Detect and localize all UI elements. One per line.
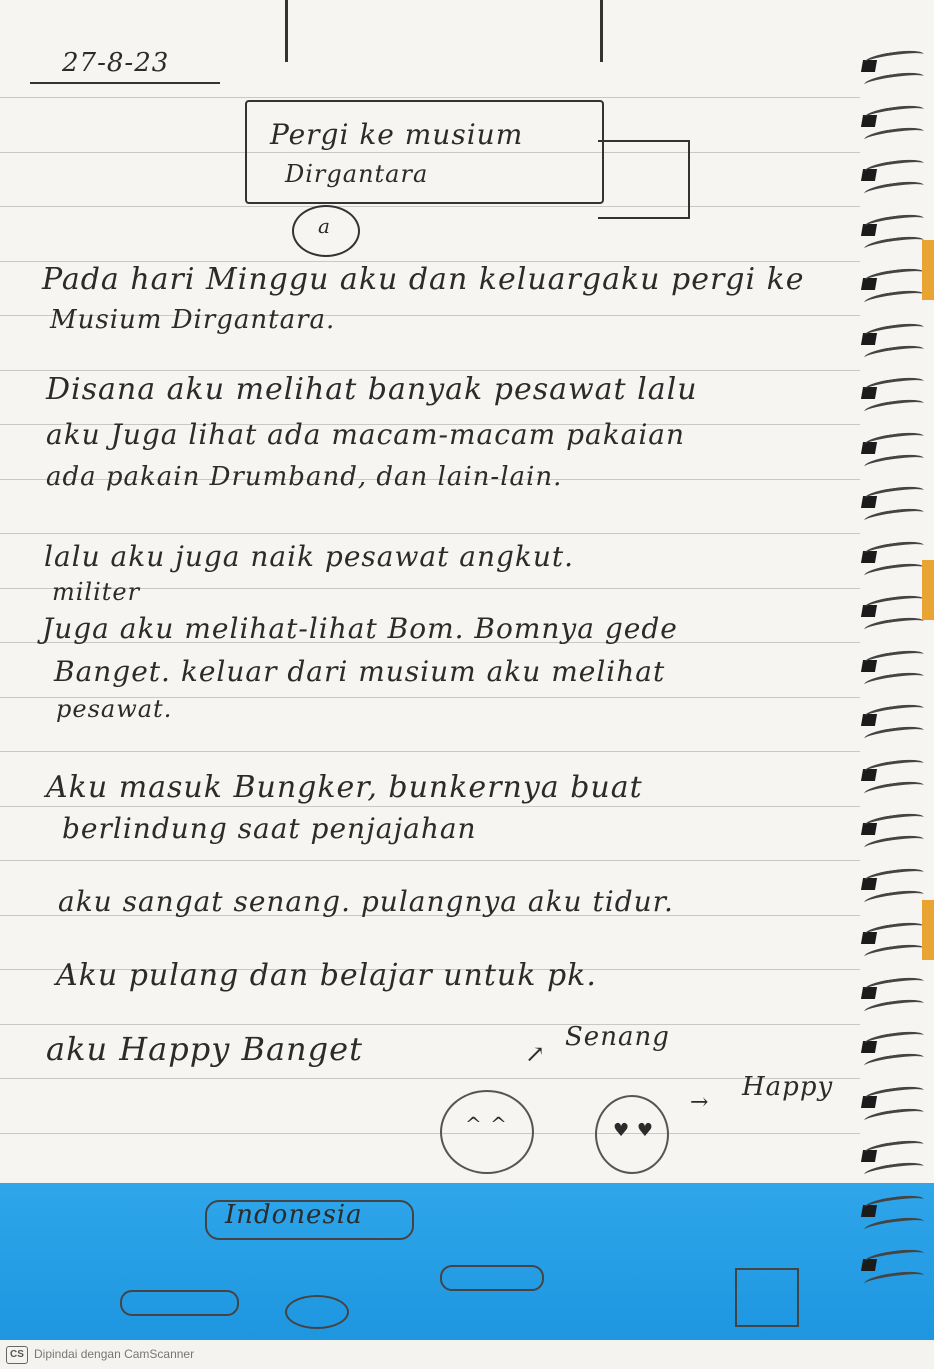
spiral-ring [863, 539, 924, 560]
spiral-ring [863, 506, 924, 527]
annotation-happy: Happy [742, 1072, 834, 1102]
spiral-ring [863, 321, 924, 342]
text-line-5: ada pakain Drumband, dan lain-lain. [46, 462, 563, 492]
ruled-line [0, 751, 860, 752]
spiral-ring [863, 1051, 924, 1072]
ruled-line [0, 533, 860, 534]
spiral-ring [863, 648, 924, 669]
spiral-ring [863, 212, 924, 233]
spiral-ring [863, 48, 924, 69]
scanner-footer [0, 1340, 934, 1369]
ruled-line [0, 1133, 860, 1134]
banner-text: Indonesia [225, 1200, 363, 1230]
text-line-8: Juga aku melihat-lihat Bom. Bomnya gede [42, 612, 678, 645]
bookmark-ribbon [922, 560, 934, 620]
spiral-ring [863, 452, 924, 473]
spiral-ring [863, 724, 924, 745]
spiral-ring [863, 179, 924, 200]
sign-post-left [285, 0, 288, 62]
spiral-ring [863, 975, 924, 996]
spiral-ring [863, 125, 924, 146]
text-line-12: berlindung saat penjajahan [62, 812, 477, 845]
spiral-ring [863, 430, 924, 451]
spiral-ring [863, 833, 924, 854]
spiral-ring [863, 1269, 924, 1290]
spiral-ring [863, 615, 924, 636]
spiral-ring [863, 157, 924, 178]
spiral-ring [863, 1160, 924, 1181]
ruled-line [0, 1078, 860, 1079]
face-2-eyes: ♥ ♥ [613, 1120, 654, 1141]
spiral-ring [863, 1084, 924, 1105]
spiral-binding [854, 0, 934, 1340]
bookmark-ribbon [922, 240, 934, 300]
spiral-ring [863, 1029, 924, 1050]
text-line-9: Banget. keluar dari musium aku melihat [54, 655, 666, 688]
spiral-ring [863, 266, 924, 287]
text-line-3: Disana aku melihat banyak pesawat lalu [46, 372, 698, 407]
spiral-ring [863, 1106, 924, 1127]
spiral-ring [863, 70, 924, 91]
text-line-6: lalu aku juga naik pesawat angkut. [44, 540, 575, 573]
annotation-senang: Senang [565, 1022, 670, 1052]
spiral-ring [863, 1247, 924, 1268]
text-line-4: aku Juga lihat ada macam-macam pakaian [46, 418, 686, 451]
text-line-13: aku sangat senang. pulangnya aku tidur. [58, 885, 674, 918]
bomb-drawing [440, 1265, 544, 1291]
spiral-ring [863, 103, 924, 124]
camscanner-logo-icon: CS [6, 1346, 28, 1364]
title-sign-side [598, 140, 690, 219]
spiral-ring [863, 343, 924, 364]
cloud-drawing [285, 1295, 349, 1329]
spiral-ring [863, 757, 924, 778]
ruled-line [0, 1024, 860, 1025]
text-line-10: pesawat. [56, 695, 173, 723]
spiral-ring [863, 593, 924, 614]
entry-date: 27-8-23 [62, 48, 170, 78]
spiral-ring [863, 779, 924, 800]
spiral-ring [863, 288, 924, 309]
sign-post-right [600, 0, 603, 62]
spiral-ring [863, 1193, 924, 1214]
spiral-ring [863, 811, 924, 832]
text-line-7: militer [52, 578, 141, 606]
title-line-2: Dirgantara [285, 160, 429, 188]
text-line-14: Aku pulang dan belajar untuk pk. [56, 958, 597, 993]
bookmark-ribbon [922, 900, 934, 960]
title-line-1: Pergi ke musium [270, 118, 524, 151]
spiral-ring [863, 397, 924, 418]
spiral-ring [863, 702, 924, 723]
ruled-line [0, 860, 860, 861]
ruled-line [0, 806, 860, 807]
spiral-ring [863, 1138, 924, 1159]
date-underline [30, 82, 220, 84]
spiral-ring [863, 888, 924, 909]
spiral-ring [863, 866, 924, 887]
face-1-eyes: ^ ^ [465, 1112, 508, 1136]
title-marker: a [318, 214, 331, 238]
spiral-ring [863, 484, 924, 505]
spiral-ring [863, 375, 924, 396]
spiral-ring [863, 920, 924, 941]
spiral-ring [863, 942, 924, 963]
text-line-1: Pada hari Minggu aku dan keluargaku pergi ke [42, 262, 805, 297]
text-line-2: Musium Dirgantara. [50, 305, 336, 335]
spiral-ring [863, 234, 924, 255]
title-sign [245, 100, 604, 204]
plane-drawing [120, 1290, 239, 1316]
text-line-15: aku Happy Banget [46, 1030, 363, 1068]
ruled-line [0, 97, 860, 98]
text-line-11: Aku masuk Bungker, bunkernya buat [46, 770, 643, 805]
spiral-ring [863, 670, 924, 691]
building-drawing [735, 1268, 799, 1327]
spiral-ring [863, 997, 924, 1018]
ruled-line [0, 370, 860, 371]
spiral-ring [863, 1215, 924, 1236]
ruled-line [0, 206, 860, 207]
scanner-footer-text: Dipindai dengan CamScanner [34, 1347, 195, 1361]
arrow-to-senang: ↗ [525, 1040, 547, 1068]
spiral-ring [863, 561, 924, 582]
arrow-to-happy: → [690, 1090, 710, 1115]
